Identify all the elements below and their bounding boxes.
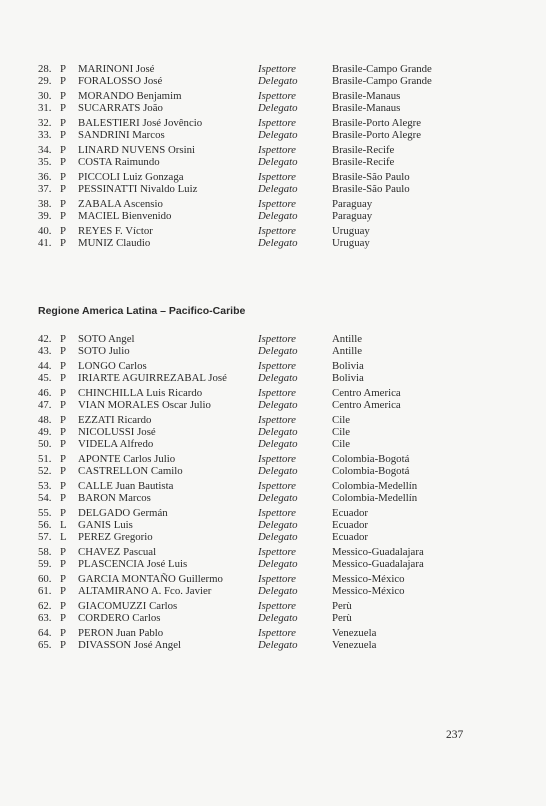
entry-number: 53. (38, 480, 52, 492)
member-name: MARINONI José (78, 63, 155, 75)
delegate-group (0, 198, 546, 222)
delegate-row (0, 399, 546, 411)
member-role: Ispettore (258, 225, 296, 237)
delegate-group (0, 573, 546, 597)
delegate-group (0, 453, 546, 477)
member-role: Delegato (258, 426, 298, 438)
member-role: Delegato (258, 372, 298, 384)
delegate-row (0, 237, 546, 249)
member-type: P (60, 399, 67, 411)
member-name: NICOLUSSI José (78, 426, 156, 438)
delegate-row (0, 612, 546, 624)
entry-number: 58. (38, 546, 52, 558)
member-province: Colombia-Bogotá (332, 465, 410, 477)
entry-number: 65. (38, 639, 52, 651)
entry-number: 32. (38, 117, 52, 129)
entry-number: 50. (38, 438, 52, 450)
member-type: P (60, 426, 67, 438)
delegate-row (0, 144, 546, 156)
member-type: P (60, 75, 67, 87)
delegate-group (0, 387, 546, 411)
member-province: Cile (332, 414, 350, 426)
entry-number: 60. (38, 573, 52, 585)
entry-number: 61. (38, 585, 52, 597)
member-type: P (60, 612, 67, 624)
member-province: Brasile-Campo Grande (332, 63, 432, 75)
delegate-row (0, 345, 546, 357)
entry-number: 63. (38, 612, 52, 624)
member-type: P (60, 102, 67, 114)
entry-number: 43. (38, 345, 52, 357)
delegate-group (0, 117, 546, 141)
delegate-row (0, 90, 546, 102)
delegate-row (0, 438, 546, 450)
delegate-row (0, 183, 546, 195)
member-type: P (60, 237, 67, 249)
member-type: P (60, 198, 67, 210)
member-name: BALESTIERI José Jovêncio (78, 117, 203, 129)
member-role: Delegato (258, 585, 298, 597)
member-role: Delegato (258, 531, 298, 543)
member-type: P (60, 63, 67, 75)
member-name: LINARD NUVENS Orsini (78, 144, 195, 156)
delegate-row (0, 102, 546, 114)
member-role: Ispettore (258, 90, 296, 102)
member-province: Messico-Guadalajara (332, 558, 424, 570)
member-name: COSTA Raimundo (78, 156, 160, 168)
delegate-group (0, 507, 546, 543)
member-type: P (60, 465, 67, 477)
delegate-group (0, 144, 546, 168)
member-name: DELGADO Germán (78, 507, 168, 519)
delegate-row (0, 387, 546, 399)
member-role: Delegato (258, 75, 298, 87)
member-type: P (60, 156, 67, 168)
delegate-row (0, 480, 546, 492)
member-type: P (60, 507, 67, 519)
entry-number: 62. (38, 600, 52, 612)
delegate-row (0, 639, 546, 651)
member-province: Uruguay (332, 225, 370, 237)
member-type: P (60, 345, 67, 357)
entry-number: 48. (38, 414, 52, 426)
member-name: CORDERO Carlos (78, 612, 161, 624)
delegate-row (0, 210, 546, 222)
delegate-row (0, 453, 546, 465)
delegate-row (0, 585, 546, 597)
member-type: P (60, 183, 67, 195)
member-province: Bolivia (332, 372, 364, 384)
member-province: Messico-Guadalajara (332, 546, 424, 558)
member-type: P (60, 627, 67, 639)
member-province: Brasile-Porto Alegre (332, 117, 422, 129)
delegate-row (0, 573, 546, 585)
member-role: Ispettore (258, 144, 296, 156)
member-province: Ecuador (332, 519, 368, 531)
delegate-row (0, 63, 546, 75)
member-name: VIAN MORALES Oscar Julio (78, 399, 211, 411)
member-type: P (60, 360, 67, 372)
member-role: Delegato (258, 102, 298, 114)
member-province: Brasile-Porto Alegre (332, 129, 422, 141)
delegate-row (0, 507, 546, 519)
member-province: Paraguay (332, 198, 373, 210)
member-type: P (60, 492, 67, 504)
member-name: ALTAMIRANO A. Fco. Javier (78, 585, 212, 597)
delegate-row (0, 372, 546, 384)
member-name: CHINCHILLA Luis Ricardo (78, 387, 203, 399)
member-type: P (60, 573, 67, 585)
member-name: DIVASSON José Angel (78, 639, 181, 651)
member-province: Messico-México (332, 573, 405, 585)
member-type: P (60, 480, 67, 492)
delegate-row (0, 75, 546, 87)
member-role: Ispettore (258, 360, 296, 372)
member-province: Brasile-Recife (332, 156, 395, 168)
member-name: MACIEL Bienvenido (78, 210, 172, 222)
entry-number: 41. (38, 237, 52, 249)
delegates-list-pacifico-caribe (0, 333, 546, 654)
entry-number: 47. (38, 399, 52, 411)
delegate-group (0, 627, 546, 651)
member-role: Delegato (258, 129, 298, 141)
page-number: 237 (446, 729, 464, 741)
entry-number: 30. (38, 90, 52, 102)
member-role: Delegato (258, 399, 298, 411)
delegate-row (0, 225, 546, 237)
entry-number: 55. (38, 507, 52, 519)
entry-number: 40. (38, 225, 52, 237)
member-province: Venezuela (332, 627, 377, 639)
entry-number: 39. (38, 210, 52, 222)
member-role: Delegato (258, 519, 298, 531)
member-type: P (60, 129, 67, 141)
delegate-group (0, 414, 546, 450)
delegate-row (0, 492, 546, 504)
member-type: P (60, 546, 67, 558)
member-role: Ispettore (258, 507, 296, 519)
entry-number: 64. (38, 627, 52, 639)
member-name: SOTO Angel (78, 333, 135, 345)
entry-number: 52. (38, 465, 52, 477)
delegate-row (0, 333, 546, 345)
entry-number: 31. (38, 102, 52, 114)
member-province: Messico-México (332, 585, 405, 597)
member-type: P (60, 210, 67, 222)
member-type: P (60, 414, 67, 426)
member-province: Cile (332, 438, 350, 450)
entry-number: 46. (38, 387, 52, 399)
delegate-group (0, 480, 546, 504)
member-name: MUNIZ Claudio (78, 237, 151, 249)
member-province: Antille (332, 333, 362, 345)
member-name: VIDELA Alfredo (78, 438, 154, 450)
member-name: PESSINATTI Nivaldo Luiz (78, 183, 198, 195)
member-name: SOTO Julio (78, 345, 130, 357)
entry-number: 37. (38, 183, 52, 195)
member-province: Ecuador (332, 507, 368, 519)
member-province: Antille (332, 345, 362, 357)
member-role: Delegato (258, 183, 298, 195)
member-province: Perù (332, 612, 352, 624)
member-name: BARON Marcos (78, 492, 151, 504)
delegate-row (0, 546, 546, 558)
member-province: Brasile-Manaus (332, 90, 401, 102)
delegates-list-brasile (0, 63, 546, 252)
delegate-row (0, 558, 546, 570)
member-name: IRIARTE AGUIRREZABAL José (78, 372, 227, 384)
delegate-row (0, 519, 546, 531)
member-role: Delegato (258, 438, 298, 450)
delegate-row (0, 129, 546, 141)
member-role: Ispettore (258, 63, 296, 75)
member-role: Ispettore (258, 333, 296, 345)
member-province: Ecuador (332, 531, 368, 543)
member-name: APONTE Carlos Julio (78, 453, 176, 465)
entry-number: 56. (38, 519, 52, 531)
member-role: Ispettore (258, 453, 296, 465)
member-type: P (60, 333, 67, 345)
member-type: P (60, 372, 67, 384)
member-province: Brasile-São Paulo (332, 183, 410, 195)
delegate-row (0, 360, 546, 372)
entry-number: 49. (38, 426, 52, 438)
entry-number: 36. (38, 171, 52, 183)
member-province: Bolivia (332, 360, 364, 372)
member-role: Delegato (258, 237, 298, 249)
entry-number: 38. (38, 198, 52, 210)
delegate-group (0, 63, 546, 87)
member-type: P (60, 387, 67, 399)
entry-number: 51. (38, 453, 52, 465)
member-role: Delegato (258, 492, 298, 504)
member-name: PERON Juan Pablo (78, 627, 164, 639)
member-role: Ispettore (258, 387, 296, 399)
delegate-row (0, 531, 546, 543)
member-name: PICCOLI Luiz Gonzaga (78, 171, 184, 183)
delegate-row (0, 171, 546, 183)
entry-number: 35. (38, 156, 52, 168)
delegate-row (0, 600, 546, 612)
entry-number: 42. (38, 333, 52, 345)
member-role: Delegato (258, 465, 298, 477)
member-type: P (60, 225, 67, 237)
member-role: Ispettore (258, 480, 296, 492)
member-province: Uruguay (332, 237, 370, 249)
member-province: Colombia-Bogotá (332, 453, 410, 465)
member-role: Delegato (258, 345, 298, 357)
entry-number: 45. (38, 372, 52, 384)
member-role: Delegato (258, 639, 298, 651)
member-name: CALLE Juan Bautista (78, 480, 174, 492)
member-name: LONGO Carlos (78, 360, 147, 372)
member-role: Delegato (258, 156, 298, 168)
member-name: GIACOMUZZI Carlos (78, 600, 178, 612)
section-heading: Regione America Latina – Pacifico-Caribe (38, 305, 246, 317)
delegate-row (0, 117, 546, 129)
delegate-row (0, 156, 546, 168)
entry-number: 59. (38, 558, 52, 570)
delegate-group (0, 546, 546, 570)
member-role: Ispettore (258, 546, 296, 558)
member-role: Delegato (258, 210, 298, 222)
member-name: CASTRELLON Camilo (78, 465, 183, 477)
member-name: GARCIA MONTAÑO Guillermo (78, 573, 223, 585)
delegate-group (0, 171, 546, 195)
entry-number: 28. (38, 63, 52, 75)
member-name: SANDRINI Marcos (78, 129, 165, 141)
member-type: P (60, 453, 67, 465)
member-name: CHAVEZ Pascual (78, 546, 157, 558)
member-type: P (60, 600, 67, 612)
member-type: P (60, 171, 67, 183)
entry-number: 57. (38, 531, 52, 543)
member-type: P (60, 558, 67, 570)
delegate-group (0, 360, 546, 384)
delegate-row (0, 426, 546, 438)
entry-number: 54. (38, 492, 52, 504)
entry-number: 34. (38, 144, 52, 156)
member-role: Ispettore (258, 573, 296, 585)
member-name: EZZATI Ricardo (78, 414, 152, 426)
member-role: Ispettore (258, 600, 296, 612)
member-role: Ispettore (258, 117, 296, 129)
member-type: L (60, 519, 67, 531)
member-type: P (60, 639, 67, 651)
delegate-row (0, 198, 546, 210)
member-type: P (60, 117, 67, 129)
member-role: Ispettore (258, 627, 296, 639)
member-name: REYES F. Víctor (78, 225, 153, 237)
member-province: Brasile-Manaus (332, 102, 401, 114)
delegate-group (0, 333, 546, 357)
delegate-row (0, 414, 546, 426)
member-role: Delegato (258, 558, 298, 570)
member-type: P (60, 585, 67, 597)
member-name: FORALOSSO José (78, 75, 163, 87)
delegate-group (0, 225, 546, 249)
member-province: Centro America (332, 399, 401, 411)
delegate-group (0, 90, 546, 114)
delegate-group (0, 600, 546, 624)
member-province: Colombia-Medellín (332, 480, 418, 492)
member-province: Perù (332, 600, 352, 612)
member-province: Venezuela (332, 639, 377, 651)
member-name: GANIS Luis (78, 519, 133, 531)
member-type: L (60, 531, 67, 543)
entry-number: 33. (38, 129, 52, 141)
entry-number: 29. (38, 75, 52, 87)
member-type: P (60, 438, 67, 450)
member-type: P (60, 144, 67, 156)
member-role: Delegato (258, 612, 298, 624)
member-province: Brasile-Campo Grande (332, 75, 432, 87)
member-name: ZABALA Ascensio (78, 198, 163, 210)
delegate-row (0, 465, 546, 477)
delegate-row (0, 627, 546, 639)
member-name: PLASCENCIA José Luis (78, 558, 188, 570)
member-type: P (60, 90, 67, 102)
member-name: PEREZ Gregorio (78, 531, 153, 543)
member-province: Paraguay (332, 210, 373, 222)
member-province: Colombia-Medellín (332, 492, 418, 504)
member-province: Brasile-São Paulo (332, 171, 410, 183)
member-province: Centro America (332, 387, 401, 399)
member-name: MORANDO Benjamim (78, 90, 182, 102)
entry-number: 44. (38, 360, 52, 372)
member-role: Ispettore (258, 171, 296, 183)
member-province: Cile (332, 426, 350, 438)
member-province: Brasile-Recife (332, 144, 395, 156)
member-role: Ispettore (258, 198, 296, 210)
member-name: SUCARRATS João (78, 102, 163, 114)
member-role: Ispettore (258, 414, 296, 426)
